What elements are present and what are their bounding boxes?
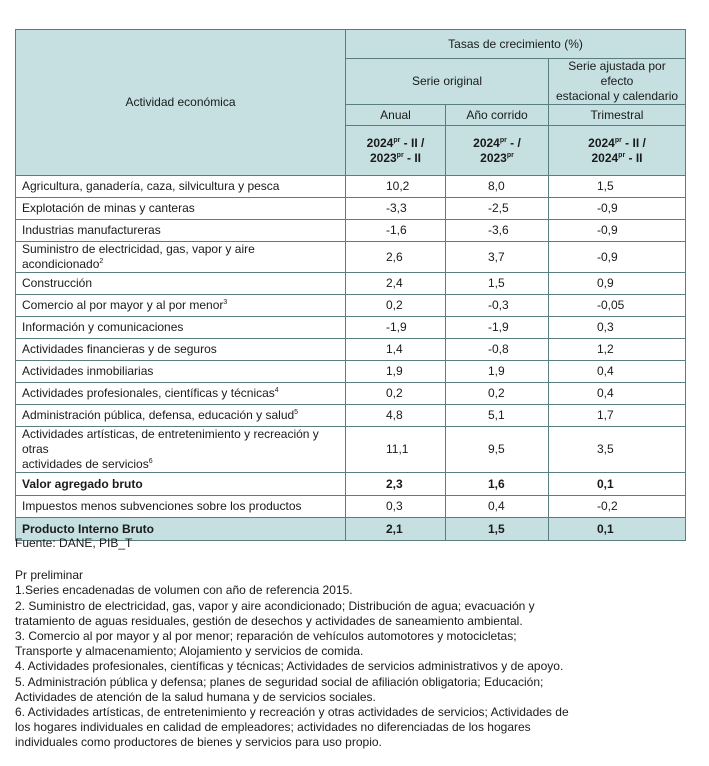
row-label: Construcción bbox=[16, 273, 346, 295]
row-label: Explotación de minas y canteras bbox=[16, 198, 346, 220]
table-row bbox=[16, 242, 686, 273]
note-line: 3. Comercio al por mayor y al por menor; reparación de vehículos automotores y motocicletas; bbox=[15, 629, 517, 644]
rates-header: Tasas de crecimiento (%) bbox=[346, 30, 686, 59]
note-line: 1.Series encadenadas de volumen con año de referencia 2015. bbox=[15, 583, 353, 598]
quarterly-value: 0,3 bbox=[549, 317, 686, 339]
note-line: 5. Administración pública y defensa; planes de seguridad social de afiliación obligatoria; Educación; bbox=[15, 674, 544, 689]
row-label: Producto Interno Bruto bbox=[16, 518, 346, 541]
quarterly-value: 0,4 bbox=[549, 383, 686, 405]
table-row bbox=[16, 405, 686, 427]
table-row bbox=[16, 361, 686, 383]
quarterly-value: 0,1 bbox=[549, 473, 686, 496]
ytd-value: -1,9 bbox=[446, 317, 549, 339]
row-label: Actividades artísticas, de entretenimiento y recreación y otras actividades de servicios$^6$ bbox=[16, 427, 346, 473]
annual-value: 0,3 bbox=[346, 496, 446, 518]
original-series-header: Serie original bbox=[346, 59, 549, 105]
table-row bbox=[16, 295, 686, 317]
quarterly-value: -0,9 bbox=[549, 198, 686, 220]
annual-period: $2024^{pr}$ - II / $2023^{pr}$ - II bbox=[346, 126, 446, 176]
note-line: 4. Actividades profesionales, científicas y técnicas; Actividades de servicios administrativos y de apoyo. bbox=[15, 659, 564, 674]
quarterly-value: 1,2 bbox=[549, 339, 686, 361]
quarterly-header: Trimestral bbox=[549, 105, 686, 126]
growth-table bbox=[15, 29, 686, 541]
table-row bbox=[16, 427, 686, 473]
quarterly-value: 0,9 bbox=[549, 273, 686, 295]
quarterly-value: 0,1 bbox=[549, 518, 686, 541]
table-row bbox=[16, 273, 686, 295]
note-line: Transporte y almacenamiento; Alojamiento y servicios de comida. bbox=[15, 644, 364, 659]
row-label: Agricultura, ganadería, caza, silvicultura y pesca bbox=[16, 176, 346, 198]
ytd-value: 1,6 bbox=[446, 473, 549, 496]
ytd-value: 9,5 bbox=[446, 427, 549, 473]
table-row bbox=[16, 317, 686, 339]
taxes-row bbox=[16, 496, 686, 518]
annual-value: -1,6 bbox=[346, 220, 446, 242]
ytd-value: -3,6 bbox=[446, 220, 549, 242]
table-row bbox=[16, 176, 686, 198]
row-label: Actividades profesionales, científicas y técnicas$^4$ bbox=[16, 383, 346, 405]
row-label: Actividades financieras y de seguros bbox=[16, 339, 346, 361]
row-label: Información y comunicaciones bbox=[16, 317, 346, 339]
ytd-value: -2,5 bbox=[446, 198, 549, 220]
quarterly-value: 3,5 bbox=[549, 427, 686, 473]
note-line: 2. Suministro de electricidad, gas, vapor y aire acondicionado; Distribución de agua; evacuación y bbox=[15, 598, 535, 613]
table-row bbox=[16, 383, 686, 405]
value-added-row bbox=[16, 473, 686, 496]
annual-value: 0,2 bbox=[346, 295, 446, 317]
row-label: Administración pública, defensa, educación y salud$^5$ bbox=[16, 405, 346, 427]
ytd-value: -0,8 bbox=[446, 339, 549, 361]
annual-value: 2,4 bbox=[346, 273, 446, 295]
quarterly-value: -0,2 bbox=[549, 496, 686, 518]
annual-value: 1,4 bbox=[346, 339, 446, 361]
quarterly-period: $2024^{pr}$ - II / $2024^{pr}$ - II bbox=[549, 126, 686, 176]
row-label: Industrias manufactureras bbox=[16, 220, 346, 242]
row-label: Suministro de electricidad, gas, vapor y aire acondicionado$^2$ bbox=[16, 242, 346, 273]
note-line: tratamiento de aguas residuales, gestión de desechos y actividades de saneamiento ambiental. bbox=[15, 613, 523, 628]
annual-value: 10,2 bbox=[346, 176, 446, 198]
annual-value: 0,2 bbox=[346, 383, 446, 405]
table-row bbox=[16, 198, 686, 220]
ytd-value: 1,9 bbox=[446, 361, 549, 383]
annual-value: 2,1 bbox=[346, 518, 446, 541]
note-line: individuales como productores de bienes y servicios para uso propio. bbox=[15, 735, 382, 750]
annual-value: 11,1 bbox=[346, 427, 446, 473]
annual-value: 1,9 bbox=[346, 361, 446, 383]
ytd-period: $2024^{pr}$ - / $2023^{pr}$ bbox=[446, 126, 549, 176]
source-note: Fuente: DANE, PIB_T bbox=[15, 536, 133, 550]
ytd-value: 0,4 bbox=[446, 496, 549, 518]
quarterly-value: -0,9 bbox=[549, 242, 686, 273]
ytd-header: Año corrido bbox=[446, 105, 549, 126]
quarterly-value: -0,05 bbox=[549, 295, 686, 317]
annual-value: -3,3 bbox=[346, 198, 446, 220]
quarterly-value: 1,7 bbox=[549, 405, 686, 427]
row-label: Actividades inmobiliarias bbox=[16, 361, 346, 383]
activity-header: Actividad económica bbox=[16, 30, 346, 176]
ytd-value: 5,1 bbox=[446, 405, 549, 427]
annual-header: Anual bbox=[346, 105, 446, 126]
table-row bbox=[16, 220, 686, 242]
note-line: 6. Actividades artísticas, de entretenimiento y recreación y otras actividades de servicios; Actividades de bbox=[15, 705, 569, 720]
adjusted-series-header: Serie ajustada por efecto estacional y calendario bbox=[549, 59, 686, 105]
ytd-value: 1,5 bbox=[446, 273, 549, 295]
annual-value: 2,6 bbox=[346, 242, 446, 273]
annual-value: -1,9 bbox=[346, 317, 446, 339]
ytd-value: 3,7 bbox=[446, 242, 549, 273]
ytd-value: 1,5 bbox=[446, 518, 549, 541]
row-label: Comercio al por mayor y al por menor$^3$ bbox=[16, 295, 346, 317]
note-line: Pr preliminar bbox=[15, 568, 84, 583]
quarterly-value: -0,9 bbox=[549, 220, 686, 242]
annual-value: 4,8 bbox=[346, 405, 446, 427]
quarterly-value: 0,4 bbox=[549, 361, 686, 383]
footnotes bbox=[15, 536, 695, 751]
annual-value: 2,3 bbox=[346, 473, 446, 496]
row-label: Valor agregado bruto bbox=[16, 473, 346, 496]
note-line: los hogares individuales en calidad de empleadores; actividades no diferenciadas de los hogares bbox=[15, 720, 531, 735]
note-line: Actividades de atención de la salud humana y de servicios sociales. bbox=[15, 689, 376, 704]
ytd-value: 0,2 bbox=[446, 383, 549, 405]
ytd-value: -0,3 bbox=[446, 295, 549, 317]
row-label: Impuestos menos subvenciones sobre los productos bbox=[16, 496, 346, 518]
ytd-value: 8,0 bbox=[446, 176, 549, 198]
quarterly-value: 1,5 bbox=[549, 176, 686, 198]
note-lines bbox=[15, 568, 695, 750]
table-row bbox=[16, 339, 686, 361]
